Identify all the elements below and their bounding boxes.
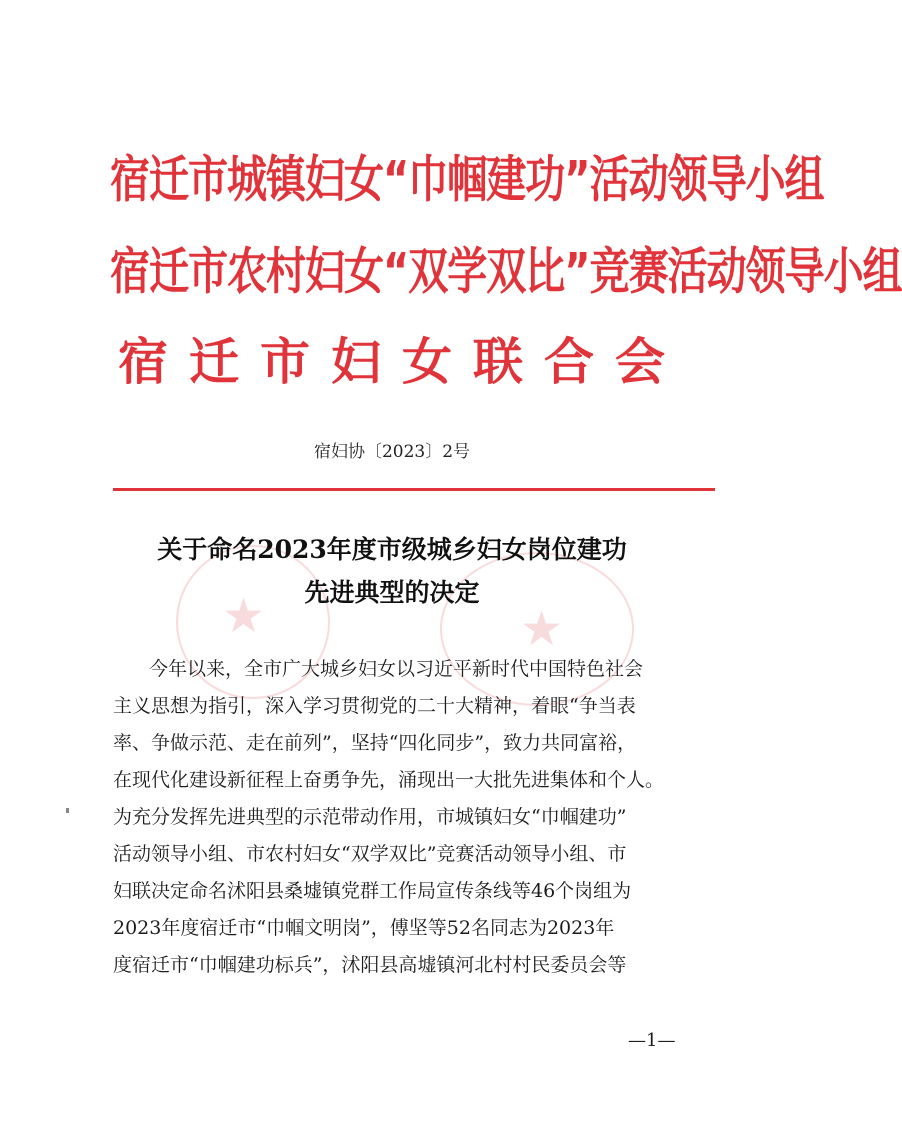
- body-line: 主义思想为指引，深入学习贯彻党的二十大精神，着眼“争当表: [113, 695, 636, 717]
- seal-star-icon: ★: [520, 601, 564, 657]
- body-line: 2023年度宿迁市“巾帼文明岗”，傅坚等52名同志为2023年: [113, 917, 615, 939]
- issuer-line-2: 宿迁市农村妇女“双学双比”竞赛活动领导小组: [110, 243, 902, 301]
- red-divider-line: [113, 488, 715, 491]
- body-line: 妇联决定命名沭阳县桑墟镇党群工作局宣传条线等46个岗组为: [113, 880, 632, 902]
- scan-mark: [66, 808, 69, 813]
- document-title-line-1: 关于命名2023年度市级城乡妇女岗位建功: [157, 535, 627, 564]
- body-line: 在现代化建设新征程上奋勇争先，涌现出一大批先进集体和个人。: [113, 769, 665, 791]
- document-number: 宿妇协〔2023〕2号: [313, 442, 471, 462]
- body-line: 活动领导小组、市农村妇女“双学双比”竞赛活动领导小组、市: [113, 843, 627, 865]
- issuer-line-3: 宿迁市妇女联合会: [118, 332, 686, 391]
- body-line: 今年以来，全市广大城乡妇女以习近平新时代中国特色社会: [149, 658, 644, 680]
- body-line: 为充分发挥先进典型的示范带动作用，市城镇妇女“巾帼建功”: [113, 806, 627, 828]
- body-line: 度宿迁市“巾帼建功标兵”，沭阳县高墟镇河北村村民委员会等: [113, 954, 627, 976]
- page-number: —1—: [628, 1030, 676, 1051]
- document-title-line-2: 先进典型的决定: [304, 578, 480, 607]
- body-line: 率、争做示范、走在前列”，坚持“四化同步”，致力共同富裕，: [113, 732, 637, 754]
- issuer-line-1: 宿迁市城镇妇女“巾帼建功”活动领导小组: [110, 151, 824, 209]
- seal-star-icon: ★: [222, 588, 266, 644]
